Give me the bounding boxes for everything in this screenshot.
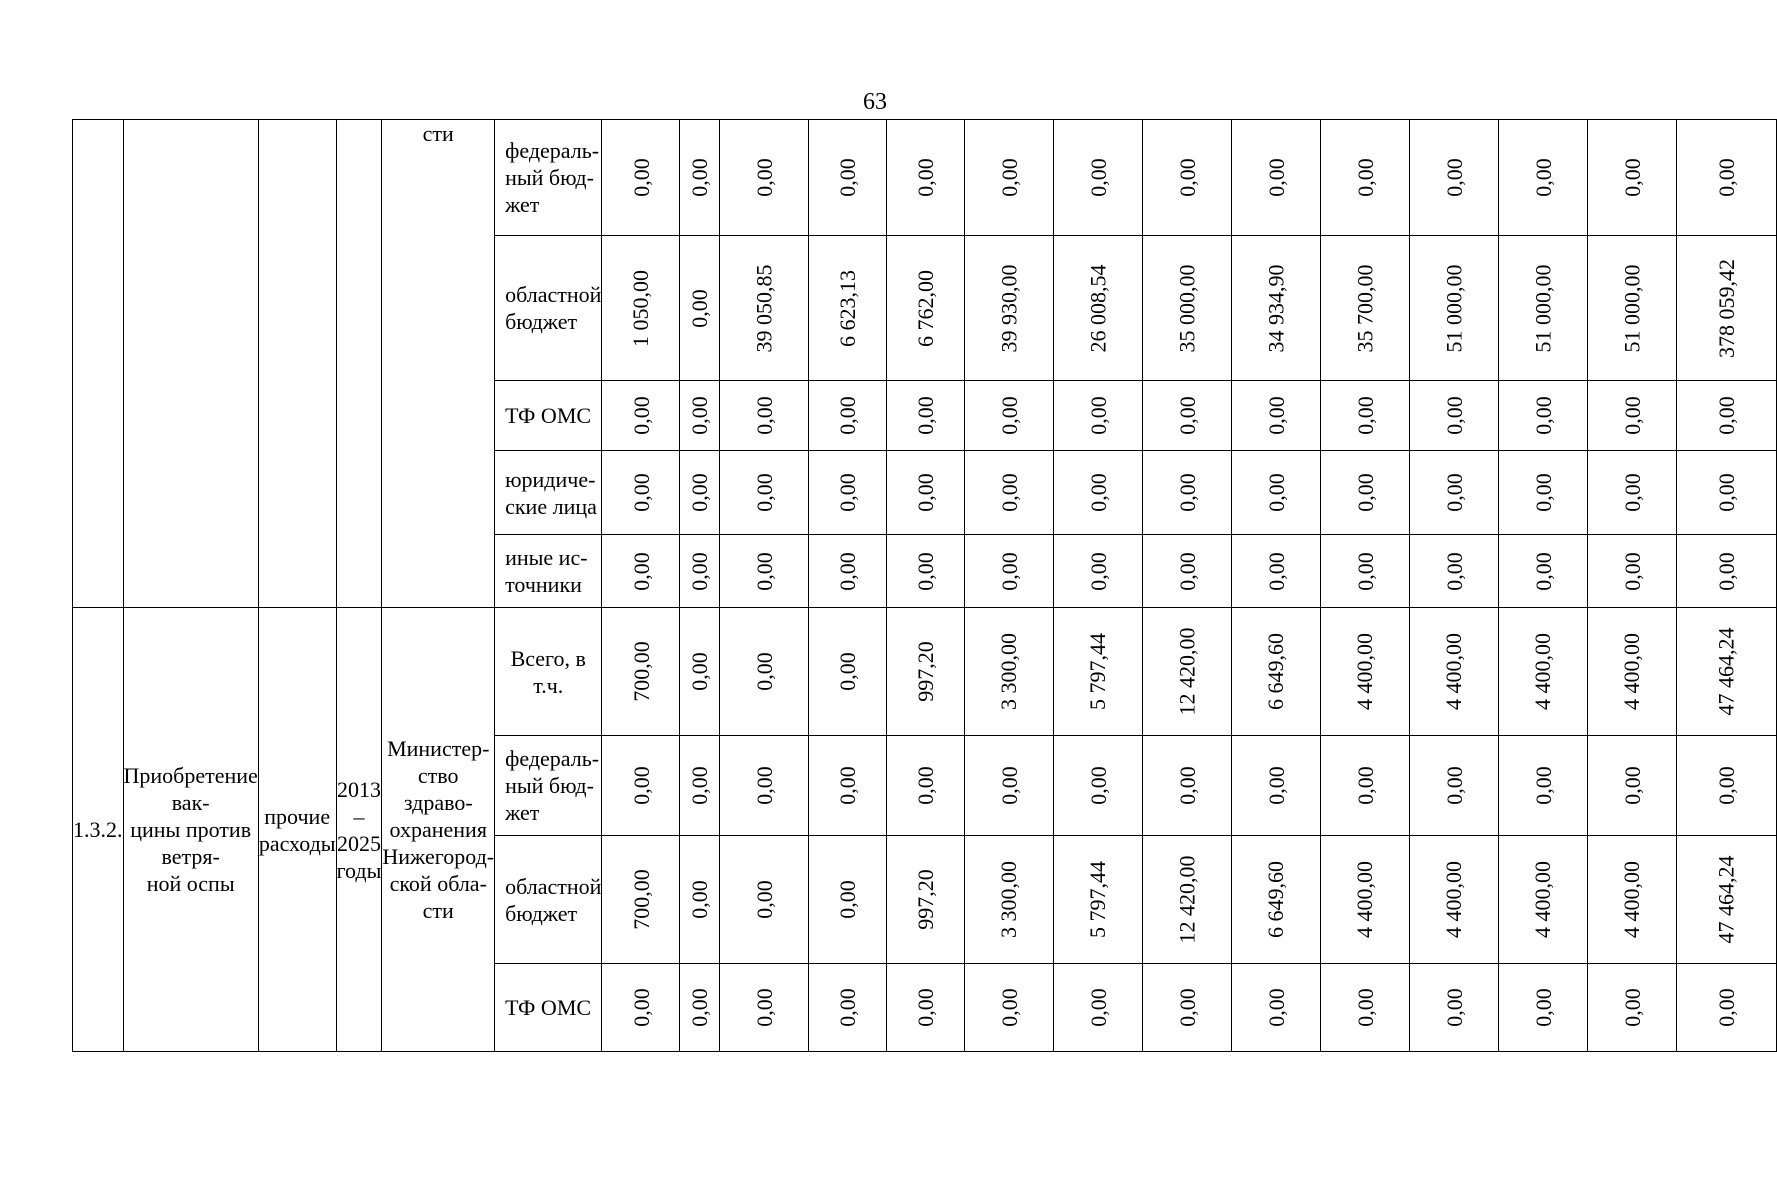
value-text: 0,00 xyxy=(751,652,777,691)
value-text: 0,00 xyxy=(1619,158,1645,197)
value-cell xyxy=(1142,964,1231,1052)
value-text: 0,00 xyxy=(996,158,1022,197)
value-cell xyxy=(1320,836,1409,964)
responsible-tail: сти xyxy=(382,120,495,608)
value-cell xyxy=(886,381,964,451)
value-text: 0,00 xyxy=(1263,158,1289,197)
value-cell xyxy=(1409,451,1498,535)
value-cell xyxy=(602,451,680,535)
value-text: 35 700,00 xyxy=(1352,264,1378,352)
value-text: 5 797,44 xyxy=(1085,633,1111,710)
item-name-cell xyxy=(123,120,258,608)
value-text: 0,00 xyxy=(1441,766,1467,805)
value-cell xyxy=(886,451,964,535)
value-text: 0,00 xyxy=(1174,766,1200,805)
value-cell xyxy=(1142,535,1231,608)
value-cell xyxy=(719,381,808,451)
value-cell xyxy=(1409,535,1498,608)
funding-source-label: федераль- ный бюд- жет xyxy=(495,736,602,836)
value-cell xyxy=(680,120,720,236)
value-text: 0,00 xyxy=(912,988,938,1027)
value-text: 378 059,42 xyxy=(1713,258,1739,358)
value-text: 0,00 xyxy=(1713,766,1739,805)
value-cell xyxy=(1498,451,1587,535)
value-cell xyxy=(964,836,1053,964)
table-row xyxy=(73,608,1777,736)
value-text: 0,00 xyxy=(751,766,777,805)
value-text: 26 008,54 xyxy=(1085,264,1111,352)
value-cell xyxy=(1231,120,1320,236)
value-text: 700,00 xyxy=(628,641,654,702)
value-cell xyxy=(719,236,808,381)
funding-source-label: ТФ ОМС xyxy=(495,964,602,1052)
continued-section xyxy=(73,120,1777,608)
value-text: 0,00 xyxy=(1713,988,1739,1027)
value-cell xyxy=(964,736,1053,836)
value-text: 0,00 xyxy=(751,880,777,919)
value-text: 997,20 xyxy=(912,869,938,930)
value-text: 4 400,00 xyxy=(1441,861,1467,938)
value-text: 0,00 xyxy=(1174,396,1200,435)
value-text: 0,00 xyxy=(1174,551,1200,591)
value-cell xyxy=(1142,608,1231,736)
value-cell xyxy=(1053,120,1142,236)
value-cell xyxy=(1142,736,1231,836)
value-cell xyxy=(680,535,720,608)
value-cell xyxy=(1498,964,1587,1052)
value-cell xyxy=(1142,236,1231,381)
value-text: 0,00 xyxy=(1263,988,1289,1027)
value-cell xyxy=(602,535,680,608)
value-cell xyxy=(680,608,720,736)
value-text: 0,00 xyxy=(1441,396,1467,435)
value-cell xyxy=(719,120,808,236)
value-cell xyxy=(1409,236,1498,381)
page-number: 63 xyxy=(863,89,887,115)
value-text: 0,00 xyxy=(1263,396,1289,435)
value-cell xyxy=(1498,736,1587,836)
value-text: 4 400,00 xyxy=(1352,861,1378,938)
value-cell xyxy=(1053,451,1142,535)
value-text: 0,00 xyxy=(1530,158,1556,197)
value-text: 51 000,00 xyxy=(1619,264,1645,352)
value-text: 0,00 xyxy=(1174,988,1200,1027)
value-text: 0,00 xyxy=(1530,473,1556,512)
value-cell xyxy=(1320,964,1409,1052)
value-cell xyxy=(1676,381,1776,451)
value-cell xyxy=(1587,236,1676,381)
value-cell xyxy=(886,120,964,236)
value-text: 0,00 xyxy=(1085,766,1111,805)
value-cell xyxy=(964,120,1053,236)
value-cell xyxy=(1676,535,1776,608)
value-text: 0,00 xyxy=(1352,396,1378,435)
value-cell xyxy=(1498,120,1587,236)
value-cell xyxy=(1498,608,1587,736)
value-text: 6 623,13 xyxy=(834,269,860,347)
value-cell xyxy=(1676,736,1776,836)
value-text: 0,00 xyxy=(1263,551,1289,591)
value-text: 12 420,00 xyxy=(1174,855,1200,944)
value-cell xyxy=(680,236,720,381)
expense-type-cell xyxy=(258,120,336,608)
value-text: 0,00 xyxy=(751,988,777,1027)
value-cell xyxy=(808,381,886,451)
value-cell xyxy=(680,381,720,451)
value-cell xyxy=(680,451,720,535)
value-cell xyxy=(808,236,886,381)
value-text: 0,00 xyxy=(996,551,1022,591)
value-text: 0,00 xyxy=(834,158,860,197)
value-text: 0,00 xyxy=(1263,766,1289,805)
value-text: 0,00 xyxy=(687,473,713,512)
value-cell xyxy=(1142,451,1231,535)
value-cell xyxy=(1498,236,1587,381)
value-text: 0,00 xyxy=(751,551,777,591)
value-text: 0,00 xyxy=(1085,473,1111,512)
value-cell xyxy=(602,608,680,736)
value-cell xyxy=(1409,736,1498,836)
value-cell xyxy=(680,836,720,964)
value-cell xyxy=(1142,836,1231,964)
item-number: 1.3.2. xyxy=(73,608,124,1052)
value-text: 0,00 xyxy=(996,988,1022,1027)
value-cell xyxy=(1498,535,1587,608)
value-cell xyxy=(602,836,680,964)
value-cell xyxy=(964,964,1053,1052)
value-cell xyxy=(1676,120,1776,236)
value-text: 0,00 xyxy=(1713,473,1739,512)
value-cell xyxy=(1231,236,1320,381)
value-text: 0,00 xyxy=(1352,551,1378,591)
responsible-org: Министер- ство здраво- охранения Нижегород- ской обла- сти xyxy=(382,608,495,1052)
value-text: 0,00 xyxy=(1174,158,1200,197)
value-cell xyxy=(1409,381,1498,451)
value-cell xyxy=(1587,736,1676,836)
value-cell xyxy=(964,535,1053,608)
value-text: 0,00 xyxy=(628,766,654,805)
value-cell xyxy=(602,964,680,1052)
value-cell xyxy=(1676,451,1776,535)
value-text: 0,00 xyxy=(751,158,777,197)
value-cell xyxy=(602,736,680,836)
value-cell xyxy=(964,236,1053,381)
value-text: 5 797,44 xyxy=(1085,861,1111,938)
value-cell xyxy=(1498,836,1587,964)
funding-source-label: иные ис- точники xyxy=(495,535,602,608)
value-cell xyxy=(1231,381,1320,451)
value-cell xyxy=(1142,120,1231,236)
value-cell xyxy=(602,236,680,381)
value-text: 6 649,60 xyxy=(1263,861,1289,938)
value-cell xyxy=(1587,964,1676,1052)
value-cell xyxy=(1053,964,1142,1052)
value-cell xyxy=(1320,120,1409,236)
budget-table xyxy=(72,119,1777,1052)
value-cell xyxy=(886,608,964,736)
value-text: 6 649,60 xyxy=(1263,633,1289,710)
value-text: 0,00 xyxy=(751,473,777,512)
value-cell xyxy=(1053,736,1142,836)
value-cell xyxy=(1320,451,1409,535)
value-cell xyxy=(1231,736,1320,836)
value-text: 0,00 xyxy=(1441,988,1467,1027)
value-text: 0,00 xyxy=(834,766,860,805)
value-text: 0,00 xyxy=(687,288,713,328)
value-text: 12 420,00 xyxy=(1174,627,1200,716)
value-cell xyxy=(602,381,680,451)
value-cell xyxy=(1587,451,1676,535)
value-cell xyxy=(1409,120,1498,236)
value-text: 0,00 xyxy=(1713,551,1739,591)
value-cell xyxy=(1409,608,1498,736)
value-cell xyxy=(1409,836,1498,964)
value-cell xyxy=(808,964,886,1052)
value-cell xyxy=(1142,381,1231,451)
value-cell xyxy=(886,736,964,836)
value-cell xyxy=(719,736,808,836)
value-text: 0,00 xyxy=(628,988,654,1027)
value-text: 0,00 xyxy=(1713,396,1739,435)
value-text: 6 762,00 xyxy=(912,269,938,347)
funding-source-label: ТФ ОМС xyxy=(495,381,602,451)
value-text: 0,00 xyxy=(996,766,1022,805)
value-cell xyxy=(964,381,1053,451)
value-text: 0,00 xyxy=(1352,473,1378,512)
value-text: 51 000,00 xyxy=(1530,264,1556,352)
value-cell xyxy=(1320,236,1409,381)
value-cell xyxy=(1231,535,1320,608)
value-cell xyxy=(680,736,720,836)
value-text: 0,00 xyxy=(751,396,777,435)
table-row xyxy=(73,120,1777,236)
value-text: 0,00 xyxy=(1619,551,1645,591)
value-cell xyxy=(1053,836,1142,964)
value-text: 0,00 xyxy=(1713,158,1739,197)
value-text: 0,00 xyxy=(912,396,938,435)
value-cell xyxy=(1320,535,1409,608)
value-cell xyxy=(719,535,808,608)
value-text: 0,00 xyxy=(1174,473,1200,512)
value-text: 0,00 xyxy=(687,766,713,805)
value-text: 1 050,00 xyxy=(628,269,654,347)
value-cell xyxy=(1676,836,1776,964)
value-cell xyxy=(1587,608,1676,736)
funding-source-label: областной бюджет xyxy=(495,236,602,381)
value-text: 47 464,24 xyxy=(1713,855,1739,944)
value-text: 0,00 xyxy=(1530,396,1556,435)
value-cell xyxy=(808,120,886,236)
value-cell xyxy=(886,964,964,1052)
value-text: 0,00 xyxy=(687,988,713,1027)
expense-type: прочие расходы xyxy=(258,608,336,1052)
value-cell xyxy=(1053,236,1142,381)
value-cell xyxy=(886,836,964,964)
value-text: 0,00 xyxy=(628,551,654,591)
value-cell xyxy=(1587,836,1676,964)
value-text: 0,00 xyxy=(834,988,860,1027)
value-text: 3 300,00 xyxy=(996,633,1022,710)
value-cell xyxy=(1231,608,1320,736)
value-cell xyxy=(1587,535,1676,608)
value-text: 0,00 xyxy=(1263,473,1289,512)
value-text: 0,00 xyxy=(687,880,713,919)
funding-source-label: федераль- ный бюд- жет xyxy=(495,120,602,236)
value-text: 0,00 xyxy=(628,396,654,435)
value-text: 0,00 xyxy=(1441,473,1467,512)
value-text: 0,00 xyxy=(687,158,713,197)
value-cell xyxy=(719,608,808,736)
funding-source-label: юридиче- ские лица xyxy=(495,451,602,535)
value-cell xyxy=(719,451,808,535)
item-name: Приобретение вак- цины против ветря- ной оспы xyxy=(123,608,258,1052)
value-cell xyxy=(1053,381,1142,451)
value-text: 0,00 xyxy=(912,158,938,197)
value-text: 0,00 xyxy=(1619,766,1645,805)
value-text: 0,00 xyxy=(1619,988,1645,1027)
value-cell xyxy=(1053,608,1142,736)
value-text: 51 000,00 xyxy=(1441,264,1467,352)
period: 2013 – 2025 годы xyxy=(336,608,382,1052)
value-cell xyxy=(1409,964,1498,1052)
value-cell xyxy=(680,964,720,1052)
value-text: 997,20 xyxy=(912,641,938,702)
value-text: 4 400,00 xyxy=(1530,633,1556,710)
value-text: 34 934,90 xyxy=(1263,264,1289,352)
item-number-cell xyxy=(73,120,124,608)
value-cell xyxy=(719,964,808,1052)
value-text: 700,00 xyxy=(628,869,654,930)
value-text: 0,00 xyxy=(834,551,860,591)
period-cell xyxy=(336,120,382,608)
value-text: 4 400,00 xyxy=(1441,633,1467,710)
value-text: 0,00 xyxy=(1441,158,1467,197)
value-cell xyxy=(964,608,1053,736)
value-text: 0,00 xyxy=(1441,551,1467,591)
value-cell xyxy=(1498,381,1587,451)
value-cell xyxy=(1676,964,1776,1052)
value-cell xyxy=(1231,836,1320,964)
value-text: 4 400,00 xyxy=(1530,861,1556,938)
value-text: 0,00 xyxy=(912,551,938,591)
value-text: 0,00 xyxy=(687,652,713,691)
value-text: 35 000,00 xyxy=(1174,264,1200,352)
value-text: 0,00 xyxy=(628,473,654,512)
value-text: 0,00 xyxy=(912,473,938,512)
value-text: 0,00 xyxy=(1085,988,1111,1027)
value-text: 0,00 xyxy=(834,880,860,919)
value-text: 0,00 xyxy=(1085,551,1111,591)
value-text: 0,00 xyxy=(996,396,1022,435)
value-text: 0,00 xyxy=(1619,473,1645,512)
value-cell xyxy=(808,535,886,608)
value-cell xyxy=(1320,736,1409,836)
value-text: 4 400,00 xyxy=(1619,861,1645,938)
value-text: 0,00 xyxy=(1530,766,1556,805)
value-cell xyxy=(808,836,886,964)
value-text: 0,00 xyxy=(1619,396,1645,435)
value-text: 0,00 xyxy=(1352,988,1378,1027)
value-cell xyxy=(1587,381,1676,451)
value-cell xyxy=(719,836,808,964)
value-text: 0,00 xyxy=(687,396,713,435)
value-cell xyxy=(602,120,680,236)
value-text: 39 050,85 xyxy=(751,264,777,352)
value-text: 4 400,00 xyxy=(1352,633,1378,710)
value-text: 0,00 xyxy=(687,551,713,591)
value-text: 0,00 xyxy=(1530,551,1556,591)
value-text: 3 300,00 xyxy=(996,861,1022,938)
value-cell xyxy=(1676,236,1776,381)
value-cell xyxy=(1587,120,1676,236)
value-text: 0,00 xyxy=(912,766,938,805)
value-cell xyxy=(886,236,964,381)
value-cell xyxy=(808,608,886,736)
value-cell xyxy=(1053,535,1142,608)
value-cell xyxy=(1676,608,1776,736)
item-section xyxy=(73,608,1777,1052)
value-text: 0,00 xyxy=(1085,396,1111,435)
value-text: 0,00 xyxy=(834,473,860,512)
value-cell xyxy=(886,535,964,608)
value-text: 0,00 xyxy=(1085,158,1111,197)
value-cell xyxy=(964,451,1053,535)
value-cell xyxy=(808,736,886,836)
value-text: 0,00 xyxy=(1352,158,1378,197)
value-text: 47 464,24 xyxy=(1713,627,1739,716)
value-text: 0,00 xyxy=(996,473,1022,512)
value-text: 0,00 xyxy=(834,396,860,435)
value-cell xyxy=(1320,381,1409,451)
value-cell xyxy=(1231,964,1320,1052)
value-text: 39 930,00 xyxy=(996,264,1022,352)
value-text: 0,00 xyxy=(1352,766,1378,805)
funding-source-label: Всего, в т.ч. xyxy=(495,608,602,736)
value-cell xyxy=(1320,608,1409,736)
value-cell xyxy=(808,451,886,535)
value-cell xyxy=(1231,451,1320,535)
value-text: 0,00 xyxy=(628,158,654,197)
funding-source-label: областной бюджет xyxy=(495,836,602,964)
value-text: 0,00 xyxy=(1530,988,1556,1027)
value-text: 4 400,00 xyxy=(1619,633,1645,710)
value-text: 0,00 xyxy=(834,652,860,691)
